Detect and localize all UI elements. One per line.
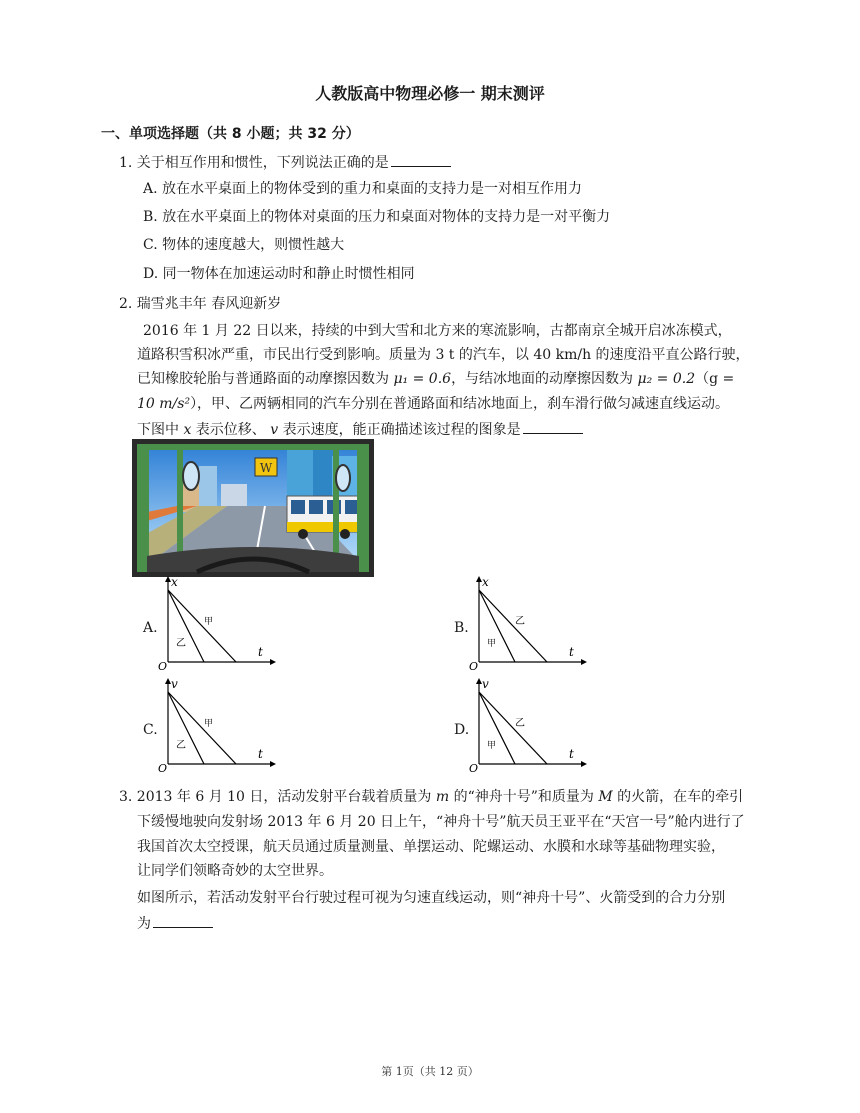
curve-label-lower: 乙 xyxy=(176,638,186,649)
y-axis-label: x xyxy=(482,575,489,589)
curve-label-upper: 甲 xyxy=(204,617,214,627)
q3-text-line: 下缓慢地驶向发射场 2013 年 6 月 20 日上午，“神舟十号”航天员王亚平在“天宫一号”舱内进行了 xyxy=(137,814,745,830)
curve-label-lower: 乙 xyxy=(176,740,186,751)
q2-text-line: 10 m/s²），甲、乙两辆相同的汽车分别在普通路面和结冰地面上，刹车滑行做匀减速直线运动。 xyxy=(137,396,730,412)
q2-text-line: 道路积雪积冰严重，市民出行受到影响。质量为 3 t 的汽车，以 40 km/h 的速度沿平直公路行驶， xyxy=(137,347,750,363)
q1-option-d[interactable]: D. 同一物体在加速运动时和静止时惯性相同 xyxy=(143,266,415,282)
page-title: 人教版高中物理必修一 期末测评 xyxy=(315,84,545,103)
x-axis-label: t xyxy=(258,645,263,659)
q3-text-line: 3. 2013 年 6 月 10 日，活动发射平台载着质量为 m 的“神舟十号”和质量为 M 的火箭，在车的牵引 xyxy=(119,789,744,805)
mu2-formula: μ₂ = 0.2 xyxy=(637,371,696,387)
x-axis-label: t xyxy=(569,645,574,659)
origin-label: O xyxy=(158,660,168,673)
q3-text-line: 为 xyxy=(137,913,213,934)
option-d-label[interactable]: D. xyxy=(454,722,470,738)
q3-text-line: 让同学们领略奇妙的太空世界。 xyxy=(137,863,333,879)
option-b-label[interactable]: B. xyxy=(454,620,469,636)
origin-label: O xyxy=(469,762,479,775)
page-footer: 第 1页（共 12 页） xyxy=(381,1065,479,1078)
curve-label-upper: 甲 xyxy=(204,719,214,729)
graph-option-d[interactable] xyxy=(471,676,591,776)
q2-heading: 2. 瑞雪兆丰年 春风迎新岁 xyxy=(119,296,282,312)
y-axis-label: v xyxy=(482,677,489,691)
origin-label: O xyxy=(158,762,168,775)
graph-option-a[interactable] xyxy=(160,574,280,674)
q2-text-line: 已知橡胶轮胎与普通路面的动摩擦因数为 μ₁ = 0.6，与结冰地面的动摩擦因数为 μ₂ = 0.2（g = xyxy=(137,371,735,387)
q1-option-a[interactable]: A. 放在水平桌面上的物体受到的重力和桌面的支持力是一对相互作用力 xyxy=(143,181,583,197)
q1-stem: 1. 关于相互作用和惯性，下列说法正确的是 xyxy=(119,152,451,173)
origin-label: O xyxy=(469,660,479,673)
answer-blank[interactable] xyxy=(391,152,451,167)
option-c-label[interactable]: C. xyxy=(143,722,158,738)
curve-label-lower: 甲 xyxy=(487,741,497,751)
mu1-formula: μ₁ = 0.6 xyxy=(393,371,452,387)
q2-text-line: 下图中 x 表示位移、 v 表示速度，能正确描述该过程的图象是 xyxy=(137,419,583,440)
svg-text:W: W xyxy=(259,461,273,475)
q1-option-b[interactable]: B. 放在水平桌面上的物体对桌面的压力和桌面对物体的支持力是一对平衡力 xyxy=(143,209,611,225)
option-a-label[interactable]: A. xyxy=(143,620,158,636)
curve-label-upper: 乙 xyxy=(515,718,525,729)
curve-label-upper: 乙 xyxy=(515,616,525,627)
q2-text-line: 2016 年 1 月 22 日以来，持续的中到大雪和北方来的寒流影响，古都南京全城开启冰冻模式， xyxy=(143,323,732,339)
curve-label-lower: 甲 xyxy=(487,639,497,649)
section-heading: 一、单项选择题（共 8 小题；共 32 分） xyxy=(101,126,360,142)
answer-blank[interactable] xyxy=(523,419,583,434)
q3-text-line: 我国首次太空授课，航天员通过质量测量、单摆运动、陀螺运动、水膜和水球等基础物理实验， xyxy=(137,839,725,855)
x-axis-label: t xyxy=(258,747,263,761)
graph-option-c[interactable] xyxy=(160,676,280,776)
road-photo xyxy=(137,444,369,572)
x-axis-label: t xyxy=(569,747,574,761)
graph-option-b[interactable] xyxy=(471,574,591,674)
y-axis-label: v xyxy=(171,677,178,691)
y-axis-label: x xyxy=(171,575,178,589)
answer-blank[interactable] xyxy=(153,913,213,928)
q3-text-line: 如图所示，若活动发射平台行驶过程可视为匀速直线运动，则“神舟十号”、火箭受到的合力分别 xyxy=(137,890,726,906)
q1-option-c[interactable]: C. 物体的速度越大，则惯性越大 xyxy=(143,237,345,253)
